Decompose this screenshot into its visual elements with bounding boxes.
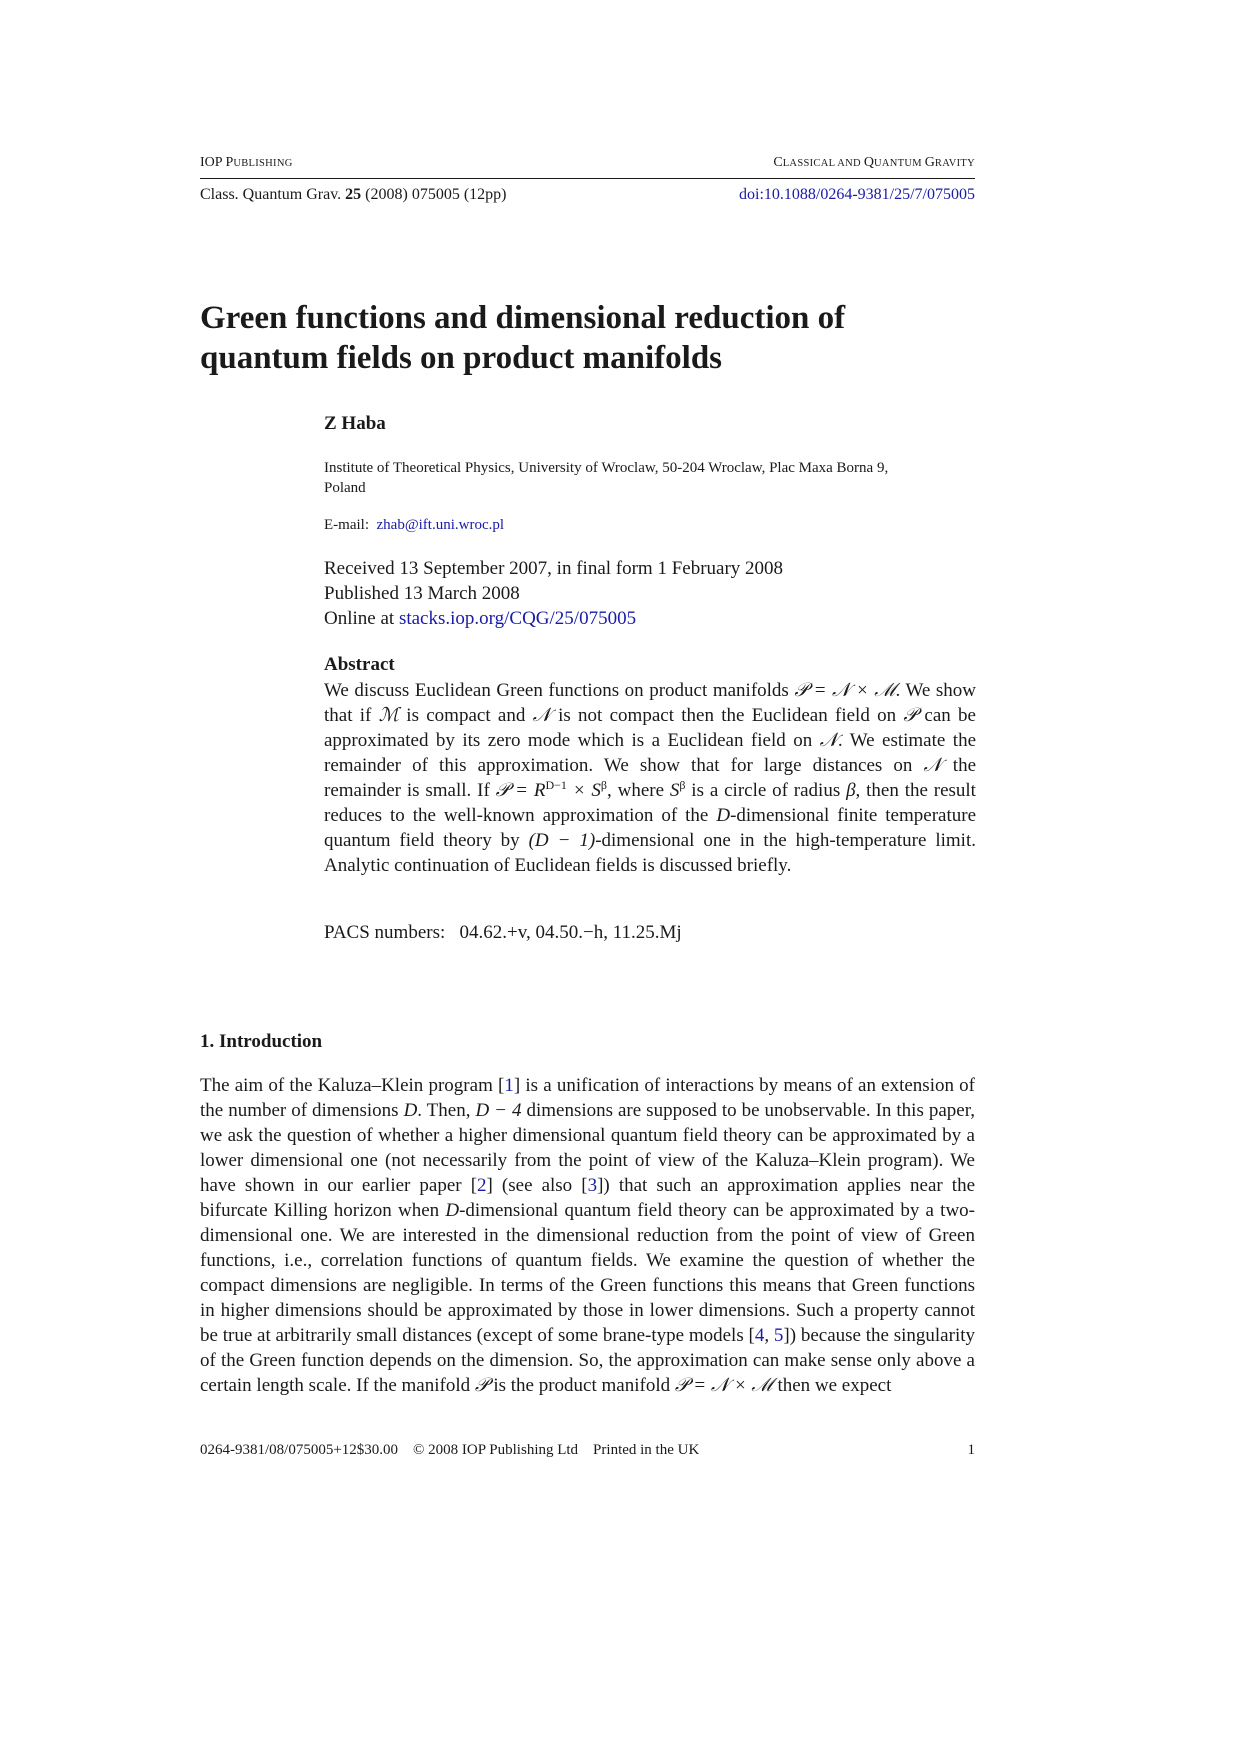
ref-link-1[interactable]: 1	[504, 1075, 514, 1096]
email-line	[324, 517, 504, 534]
header-rule	[200, 178, 975, 179]
section-heading: 1. Introduction	[200, 1031, 323, 1052]
publisher-name: IOP PUBLISHING	[200, 155, 293, 170]
email-label: E-mail:	[324, 517, 369, 533]
published-date: Published 13 March 2008	[324, 583, 520, 604]
received-date: Received 13 September 2007, in final form 1 February 2008	[324, 558, 784, 579]
running-head	[200, 155, 975, 175]
page-number: 1	[967, 1442, 975, 1458]
introduction-text: The aim of the Kaluza–Klein program [1] is a unification of interactions by means of an extension of the number of dimensions D. Then, D − 4 dimensions are supposed to be unobservable. In this paper, we ask the question of whether a higher dimensional quantum field theory can be approximated by a lower dimensional one (not necessarily from the point of view of the Kaluza–Klein program). We have shown in our earlier paper [2] (see also [3]) that such an approximation applies near the bifurcate Killing horizon when D-dimensional quantum field theory can be approximated by a two-dimensional one. We are interested in the dimensional reduction from the point of view of Green functions, i.e., correlation functions of quantum fields. We examine the question of whether the compact dimensions are negligible. In terms of the Green functions this means that Green functions in higher dimensions should be approximated by those in lower dimensions. Such a property cannot be true at arbitrarily small distances (except of some brane-type models [4, 5]) because the singularity of the Green function depends on the dimension. So, the approximation can make sense only above a certain length scale. If the manifold 𝒫 is the product manifold 𝒫 = 𝒩 × ℳ then we expect	[200, 1075, 976, 1396]
online-link[interactable]: stacks.iop.org/CQG/25/075005	[398, 608, 637, 629]
abstract-text: We discuss Euclidean Green functions on product manifolds 𝒫 = 𝒩 × ℳ. We show that if ℳ is compact and 𝒩 is not compact then the Euclidean field on 𝒫 can be approximated by its zero mode which is a Euclidean field on 𝒩. We estimate the remainder of this approximation. We show that for large distances on 𝒩 the remainder is small. If 𝒫 = $R^{D-1} \times S^\beta$, where $S^\beta$ is a circle of radius β, then the result reduces to the well-known approximation of the D-dimensional finite temperature quantum field theory by (D − 1)-dimensional one in the high-temperature limit. Analytic continuation of Euclidean fields is discussed briefly.	[324, 680, 977, 876]
page-footer	[200, 1442, 975, 1462]
copyright-line: 0264-9381/08/075005+12$30.00 © 2008 IOP Publishing Ltd Printed in the UK	[200, 1442, 700, 1458]
online-line: Online at stacks.iop.org/CQG/25/075005	[324, 608, 637, 629]
citation-line	[200, 186, 975, 208]
journal-citation: Class. Quantum Grav. 25 (2008) 075005 (12pp)	[200, 186, 507, 203]
email-link[interactable]: zhab@ift.uni.wroc.pl	[376, 517, 505, 533]
ref-link-5[interactable]: 5	[773, 1325, 784, 1346]
pacs-numbers: PACS numbers: 04.62.+v, 04.50.−h, 11.25.Mj	[324, 922, 682, 943]
journal-name: CLASSICAL AND QUANTUM GRAVITY	[773, 155, 975, 170]
paper-title: Green functions and dimensional reduction of quantum fields on product manifolds	[200, 300, 846, 376]
ref-link-2[interactable]: 2	[477, 1175, 487, 1196]
doi-link[interactable]: doi:10.1088/0264-9381/25/7/075005	[739, 186, 975, 203]
author-name: Z Haba	[324, 413, 386, 434]
publication-dates	[324, 556, 783, 631]
ref-link-4[interactable]: 4	[754, 1325, 765, 1346]
ref-link-3[interactable]: 3	[587, 1175, 598, 1196]
abstract-heading: Abstract	[324, 654, 395, 675]
affiliation: Institute of Theoretical Physics, University of Wroclaw, 50-204 Wroclaw, Plac Maxa Borna 9, Poland	[324, 460, 889, 496]
